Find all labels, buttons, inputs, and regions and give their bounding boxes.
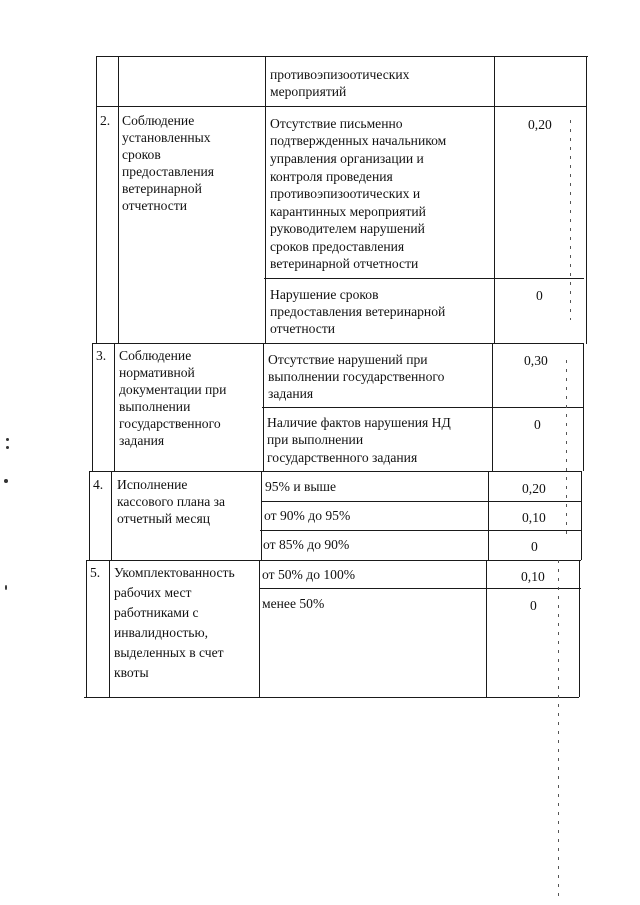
score-value: 0: [531, 539, 538, 554]
condition-text: контроля проведения: [270, 169, 393, 184]
condition-text: руководителем нарушений: [270, 221, 425, 236]
criterion-text: установленных: [122, 130, 211, 145]
criterion-text: работниками с: [114, 605, 199, 620]
criterion-text: документации при: [119, 382, 227, 397]
criterion-text: предоставления: [122, 164, 215, 179]
criterion-text: Соблюдение: [122, 113, 195, 128]
criterion-text: выделенных в счет: [114, 645, 224, 660]
condition-text: выполнении государственного: [268, 369, 445, 384]
condition-text: Отсутствие нарушений при: [268, 352, 428, 367]
score-value: 0,20: [528, 117, 552, 132]
criterion-text: инвалидностью,: [114, 625, 209, 640]
criterion-text: задания: [119, 433, 165, 448]
criterion-text: отчетный месяц: [117, 511, 210, 526]
criterion-text: кассового плана за: [117, 494, 226, 509]
criterion-text: рабочих мест: [114, 585, 192, 600]
condition-text: менее 50%: [262, 596, 325, 611]
condition-text: государственного задания: [267, 450, 418, 465]
score-value: 0,10: [522, 510, 546, 525]
criterion-text: Соблюдение: [119, 348, 192, 363]
criterion-text: отчетности: [122, 198, 188, 213]
criterion-text: квоты: [114, 665, 149, 680]
criterion-text: Укомплектованность: [114, 565, 235, 580]
condition-text: карантинных мероприятий: [270, 204, 426, 219]
criterion-text: государственного: [119, 416, 221, 431]
score-value: 0,30: [524, 353, 548, 368]
condition-text: Отсутствие письменно: [270, 116, 403, 131]
condition-text: отчетности: [270, 321, 336, 336]
row-number: 4.: [93, 477, 104, 492]
condition-text: задания: [268, 386, 314, 401]
condition-text: Наличие фактов нарушения НД: [267, 415, 451, 430]
condition-text: ветеринарной отчетности: [270, 256, 419, 271]
row-number: 2.: [100, 113, 111, 128]
score-value: 0: [534, 417, 541, 432]
condition-text: предоставления ветеринарной: [270, 304, 446, 319]
score-value: 0: [530, 598, 537, 613]
condition-text: мероприятий: [270, 84, 347, 99]
criterion-text: сроков: [122, 147, 161, 162]
score-value: 0,10: [521, 569, 545, 584]
criterion-text: нормативной: [119, 365, 195, 380]
condition-text: подтвержденных начальником: [270, 133, 447, 148]
condition-text: 95% и выше: [265, 479, 337, 494]
condition-text: сроков предоставления: [270, 239, 405, 254]
condition-text: от 50% до 100%: [262, 567, 356, 582]
condition-text: от 85% до 90%: [263, 537, 350, 552]
criterion-text: выполнении: [119, 399, 191, 414]
row-number: 5.: [90, 565, 101, 580]
condition-text: противоэпизоотических: [270, 67, 410, 82]
score-value: 0: [536, 288, 543, 303]
condition-text: Нарушение сроков: [270, 287, 379, 302]
condition-text: противоэпизоотических и: [270, 186, 421, 201]
condition-text: при выполнении: [267, 432, 364, 447]
criterion-text: Исполнение: [117, 477, 188, 492]
score-value: 0,20: [522, 481, 546, 496]
condition-text: управления организации и: [270, 151, 424, 166]
criterion-text: ветеринарной: [122, 181, 202, 196]
condition-text: от 90% до 95%: [264, 508, 351, 523]
row-number: 3.: [96, 348, 107, 363]
